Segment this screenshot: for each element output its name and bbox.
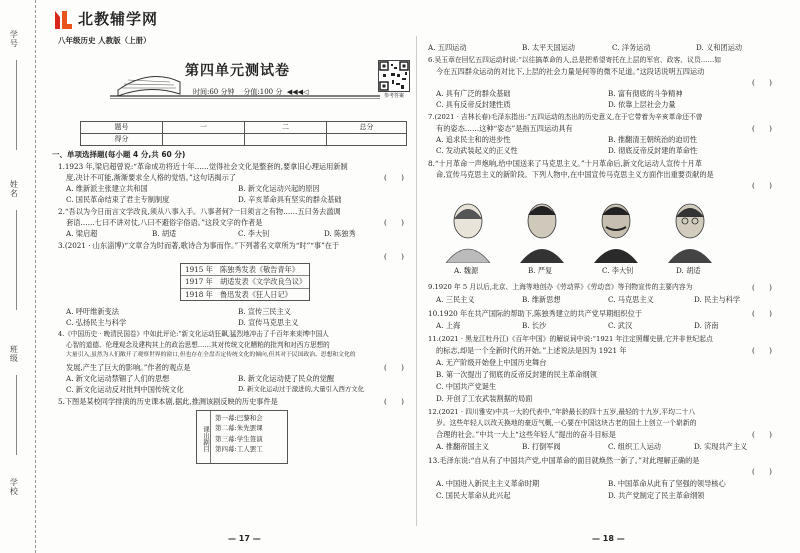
option[interactable]: C. 马克思主义 [608, 295, 654, 304]
event-table [180, 263, 310, 301]
option[interactable]: A. 上海 [436, 321, 461, 330]
option[interactable]: D. 实现共产主义 [694, 442, 748, 451]
option[interactable]: B. 富有彻底的斗争精神 [608, 89, 683, 98]
question-4-stem: 发展,产生了巨大的影响。”作者的观点是 [66, 363, 191, 372]
header-cell: 一 [163, 122, 245, 134]
question-13-stem: 13.毛泽东说:“自从有了中国共产党,中国革命的面目就焕然一新了。”对此理解正确的是 [428, 456, 700, 465]
question-1-stem: 度,决计不可能,渐渐要求全人格的觉悟。”这句话揭示了 [66, 173, 236, 182]
row-label: 得分 [81, 134, 163, 146]
option[interactable]: B. 打倒军阀 [522, 442, 561, 451]
option[interactable]: B. 维新思想 [522, 295, 561, 304]
time-limit: 时间:60 分钟 [193, 88, 235, 96]
option[interactable]: A. 呼吁维新变法 [66, 307, 119, 316]
score-table [80, 121, 407, 146]
event-row: 1915 年 陈独秀发表《敬告青年》 [181, 264, 309, 276]
question-2-stem: 2.“吾以为今日而言文学改良,须从八事入手。八事者何?一曰须言之有物……五曰务去滥调 [58, 207, 341, 216]
option[interactable]: A. 魏源 [454, 266, 479, 275]
option[interactable]: D. 陈独秀 [324, 229, 356, 238]
book-subtitle: 八年级历史 人教版（上册） [58, 36, 151, 45]
answer-blank[interactable]: ( ) [384, 252, 404, 261]
answer-blank[interactable]: ( ) [752, 467, 772, 476]
option[interactable]: C. 武汉 [608, 321, 633, 330]
question-4-stem: 心智的道德、伦理观念及建构其上的政治思想……其对传统文化糟粕的批判和对西方思想的 [66, 341, 330, 349]
question-9-stem: 9.1920 年 5 月以后,北京、上海等地创办《劳动界》《劳动音》等刊物宣传的主要内容为 [428, 283, 693, 291]
header-cell: 二 [245, 122, 327, 134]
option[interactable]: A. 新文化运动禁锢了人们的思想 [66, 374, 170, 383]
brand-name: 北教辅学网 [78, 10, 159, 29]
option[interactable]: C. 李大钊 [238, 229, 270, 238]
portrait-icon [594, 204, 638, 263]
play-box [196, 410, 288, 464]
question-4-stem: 大量引入,虽然为人们敞开了观察世界的窗口,但也存在全盘否定传统文化的倾向,但其对于民国政治、思想和文化的 [66, 352, 356, 358]
answer-blank[interactable]: ( ) [384, 397, 404, 406]
answer-blank[interactable]: ( ) [752, 124, 772, 133]
option[interactable]: D. 济南 [694, 321, 719, 330]
qr-caption: 参考答案 [383, 93, 404, 99]
score-cell[interactable] [245, 134, 327, 146]
answer-blank[interactable]: ( ) [752, 283, 772, 292]
option[interactable]: C. 洋务运动 [612, 43, 651, 52]
option[interactable]: B. 新文化运动使了民众的觉醒 [238, 374, 335, 383]
play-act: 第四幕:工人罢工 [215, 445, 263, 454]
option[interactable]: D. 民主与科学 [694, 295, 741, 304]
option[interactable]: C. 国民大革命从此兴起 [436, 491, 511, 500]
question-1-stem: 1.1923 年,梁启超曾说:“革命成功将近十年……觉得社会文化是整套的,要拿旧心理运用新制 [58, 162, 348, 171]
option[interactable]: A. 具有广泛的群众基础 [436, 89, 511, 98]
option[interactable]: D. 开创了工农武装割据的局面 [436, 394, 533, 403]
option[interactable]: C. 新文化运动反对批判中国传统文化 [66, 385, 184, 394]
name-label: 姓名 [9, 180, 19, 198]
question-8-stem: 命,宣传马克思主义的新阶段。下列人物中,在中国宣传马克思主义方面作出重要贡献的是 [436, 170, 714, 179]
option[interactable]: B. 宣传三民主义 [238, 307, 291, 316]
page-divider [416, 36, 417, 526]
question-10-stem: 10.1920 年在共产国际的帮助下,陈独秀建立的共产党早期组织位于 [428, 309, 642, 318]
option[interactable]: D. 义和团运动 [696, 43, 743, 52]
option[interactable]: C. 组织工人运动 [608, 442, 661, 451]
arrow-icon: ◀◀◀◁ [286, 88, 309, 96]
header-cell: 总分 [327, 122, 407, 134]
score-cell[interactable] [163, 134, 245, 146]
question-7-stem: 有的姿态……这种“姿态”是指五四运动具有 [436, 124, 573, 133]
exam-meta [193, 88, 308, 97]
question-8-stem: 8.“十月革命一声炮响,给中国送来了马克思主义。”十月革命后,新文化运动人宣传十月革 [428, 159, 702, 168]
option[interactable]: C. 具有反帝反封建性质 [436, 100, 511, 109]
option[interactable]: D. 辛亥革命具有坚实的群众基础 [238, 195, 342, 204]
option[interactable]: B. 中国革命从此有了坚强的领导核心 [608, 479, 726, 488]
play-act: 第一幕:巴黎和会 [215, 414, 263, 422]
answer-blank[interactable]: ( ) [752, 181, 772, 190]
question-11-stem: 11.(2021 · 黑龙江牡丹江)《百年中国》的解说词中说:“1921 年注定照耀史册,它并非世纪起点 [428, 335, 713, 343]
option[interactable]: A. 五四运动 [428, 43, 467, 52]
option[interactable]: D. 胡适 [676, 266, 701, 275]
option[interactable]: A. 维新派主张建立共和国 [66, 184, 148, 193]
question-6-stem: 6.吴玉章在回忆五四运动时说:“以往搞革命的人,总是把希望寄托在上层的军官、政客、议员……如 [428, 56, 722, 64]
question-12-stem: 合理的社会。”中共一大上“这些年轻人”提出的奋斗目标是 [436, 430, 616, 439]
portrait-icon [446, 204, 490, 263]
question-3-stem: 3.(2021 · 山东淄博)“文章合为时而著,歌诗合为事而作。”下列著名文章所为“时”“事”在于 [58, 241, 340, 250]
question-11-stem: 的标志,却是一个全新时代的开始。”上述说法是因为 1921 年 [436, 346, 627, 355]
binding-sidebar [0, 0, 36, 553]
question-12-stem: 岁。这些年轻人以改天换地的豪迈气概,一心要在中国这块古老的国土上创立一个崭新的 [436, 419, 697, 427]
page-number-right: — 18 — [592, 534, 625, 543]
option[interactable]: C. 发动武装起义的正义性 [436, 146, 518, 155]
question-7-stem: 7.(2021 · 吉林长春)毛泽东指出:“五四运动的杰出的历史意义,在于它带着为辛亥革命还不曾 [428, 113, 703, 121]
event-row: 1918 年 鲁迅发表《狂人日记》 [185, 289, 292, 299]
answer-blank[interactable]: ( ) [752, 346, 772, 355]
option[interactable]: C. 弘扬民主与科学 [66, 318, 127, 327]
answer-blank[interactable]: ( ) [384, 173, 404, 182]
option[interactable]: D. 依靠上层社会力量 [608, 100, 676, 109]
option[interactable]: C. 中国共产党诞生 [436, 382, 497, 391]
option[interactable]: B. 太平天国运动 [522, 43, 575, 52]
section-heading: 一、单项选择题(每小题 4 分,共 60 分) [52, 150, 186, 159]
answer-blank[interactable]: ( ) [752, 430, 772, 439]
answer-blank[interactable]: ( ) [752, 78, 772, 87]
page-number-left: — 17 — [228, 534, 261, 543]
question-12-stem: 12.(2021 · 四川雅安)中共一大的代表中,“年龄最长的四十五岁,最轻的十九岁,平均二十八 [428, 408, 696, 416]
option[interactable]: D. 共产党制定了民主革命纲领 [608, 491, 705, 500]
option[interactable]: C. 国民革命结束了君主专制制度 [66, 195, 170, 204]
fill-line [16, 210, 17, 310]
answer-blank[interactable]: ( ) [384, 363, 404, 372]
fill-line [16, 60, 17, 150]
header-cell: 题号 [81, 122, 163, 134]
option[interactable]: C. 李大钊 [602, 266, 634, 275]
option[interactable]: B. 推翻清王朝统治的迫切性 [608, 135, 697, 144]
logo-icon [52, 9, 74, 31]
play-act: 第三幕:学生签演 [215, 434, 263, 443]
option[interactable]: B. 严复 [528, 266, 553, 275]
option[interactable]: D. 宣传马克思主义 [238, 318, 299, 327]
option[interactable]: A. 追求民主和的进步性 [436, 135, 511, 144]
page-title: 第四单元测试卷 [185, 63, 290, 79]
question-6-stem: 今在五四群众运动的对比下,上层的社会力量是何等的微不足道。”这段话说明五四运动 [436, 67, 705, 76]
option[interactable]: B. 第一次提出了彻底的反帝反封建的民主革命纲领 [436, 370, 597, 379]
option[interactable]: D. 新文化运动过于激进的,大量引入西方文化 [238, 385, 365, 393]
brand-logo [52, 5, 222, 35]
portrait-icon [520, 204, 564, 263]
question-2-stem: 套语……七曰不讲对仗,八曰不避俗字俗语。”这段文字的作者是 [66, 218, 263, 227]
play-side-label: 课出剧目 [197, 411, 211, 463]
option[interactable]: A. 中国进入新民主主义革命时期 [436, 479, 540, 488]
option[interactable]: B. 胡适 [152, 229, 177, 238]
option[interactable]: D. 彻底反帝反封建的革命性 [608, 146, 698, 155]
question-4-stem: 4.《中国历史 · 晚清民国卷》中如此评论:“新文化运动狂飙,猛烈地冲击了千百年来束缚中国人 [58, 330, 329, 338]
answer-blank[interactable]: ( ) [384, 218, 404, 227]
school-label: 学校 [9, 478, 19, 496]
portrait-row [440, 195, 730, 263]
qr-code-icon[interactable] [378, 60, 410, 92]
fill-line [16, 375, 17, 455]
portrait-icon [668, 204, 712, 263]
class-label: 班级 [9, 345, 19, 363]
score-cell[interactable] [327, 134, 407, 146]
option[interactable]: B. 新文化运动兴起的原因 [238, 184, 320, 193]
option[interactable]: A. 无产阶级开始登上中国历史舞台 [436, 358, 547, 367]
answer-blank[interactable]: ( ) [752, 309, 772, 318]
option[interactable]: A. 梁启超 [66, 229, 98, 238]
event-row: 1917 年 胡适发表《文学改良刍议》 [181, 276, 309, 288]
total-score: 分值:100 分 [243, 88, 283, 96]
option[interactable]: A. 三民主义 [436, 295, 475, 304]
option[interactable]: A. 推翻帝国主义 [436, 442, 489, 451]
question-5-stem: 5.下图是某校同学排演的历史课本剧,据此,推测该剧反映的历史事件是 [58, 397, 278, 406]
student-id-label: 学号 [9, 30, 19, 48]
option[interactable]: B. 长沙 [522, 321, 547, 330]
play-act: 第二幕:朱先罢课 [215, 424, 263, 433]
